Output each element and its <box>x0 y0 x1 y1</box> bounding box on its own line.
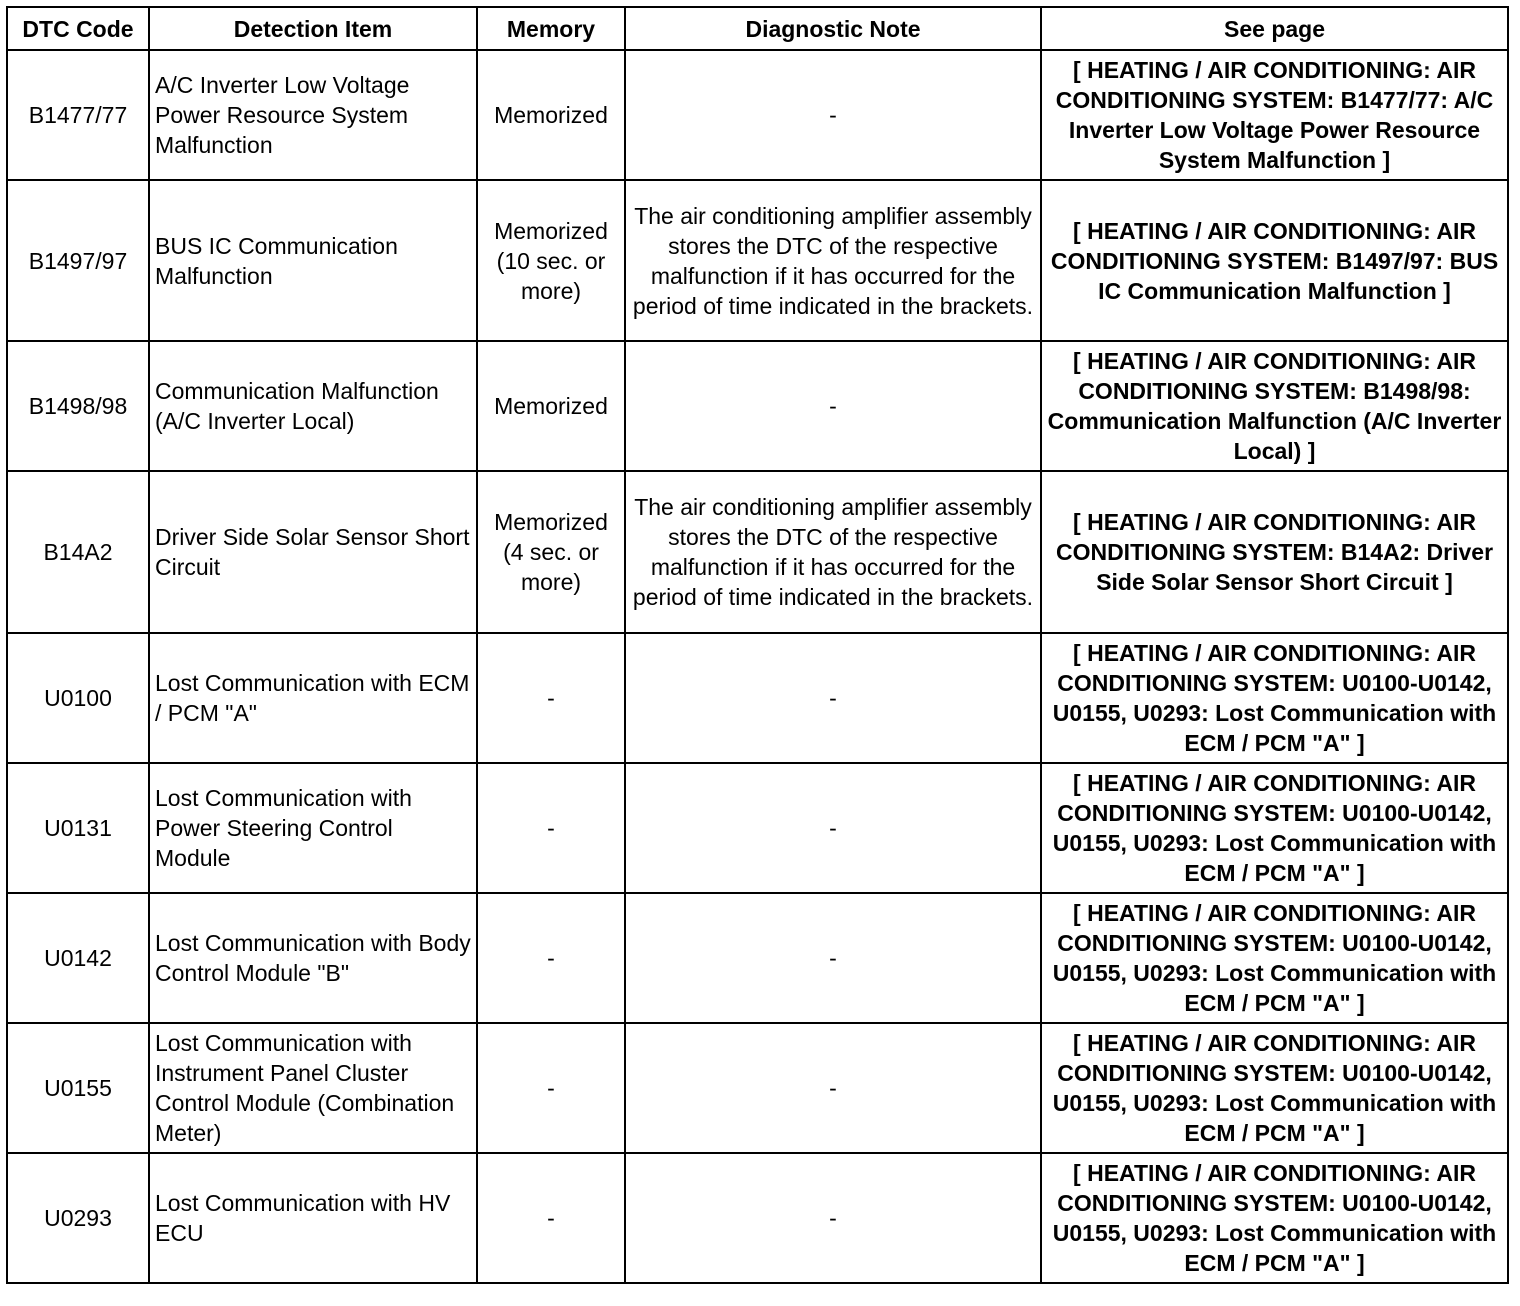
table-row <box>7 633 1508 763</box>
detection-item-cell: BUS IC Communication Malfunction <box>149 180 477 341</box>
table-row <box>7 1023 1508 1153</box>
memory-cell: - <box>477 893 625 1023</box>
diagnostic-note-cell: - <box>625 763 1041 893</box>
table-row <box>7 763 1508 893</box>
see-page-link[interactable]: [ HEATING / AIR CONDITIONING: AIR CONDITIONING SYSTEM: U0100-U0142, U0155, U0293: Lost Communication with ECM / PCM "A" ] <box>1041 633 1508 763</box>
header-see-page: See page <box>1041 7 1508 50</box>
detection-item-cell: Lost Communication with Instrument Panel Cluster Control Module (Combination Meter) <box>149 1023 477 1153</box>
dtc-code-cell: B14A2 <box>7 471 149 633</box>
header-row <box>7 7 1508 50</box>
header-memory: Memory <box>477 7 625 50</box>
memory-cell: Memorized <box>477 341 625 471</box>
memory-cell: Memorized (10 sec. or more) <box>477 180 625 341</box>
dtc-code-cell: B1477/77 <box>7 50 149 180</box>
detection-item-cell: Driver Side Solar Sensor Short Circuit <box>149 471 477 633</box>
memory-cell: - <box>477 1023 625 1153</box>
see-page-link[interactable]: [ HEATING / AIR CONDITIONING: AIR CONDITIONING SYSTEM: B1498/98: Communication Malfunction (A/C Inverter Local) ] <box>1041 341 1508 471</box>
table-row <box>7 1153 1508 1283</box>
dtc-code-cell: U0142 <box>7 893 149 1023</box>
see-page-link[interactable]: [ HEATING / AIR CONDITIONING: AIR CONDITIONING SYSTEM: U0100-U0142, U0155, U0293: Lost Communication with ECM / PCM "A" ] <box>1041 1153 1508 1283</box>
see-page-link[interactable]: [ HEATING / AIR CONDITIONING: AIR CONDITIONING SYSTEM: U0100-U0142, U0155, U0293: Lost Communication with ECM / PCM "A" ] <box>1041 763 1508 893</box>
dtc-code-cell: U0155 <box>7 1023 149 1153</box>
diagnostic-note-cell: - <box>625 893 1041 1023</box>
detection-item-cell: A/C Inverter Low Voltage Power Resource System Malfunction <box>149 50 477 180</box>
table-row <box>7 50 1508 180</box>
table-row <box>7 341 1508 471</box>
detection-item-cell: Lost Communication with ECM / PCM "A" <box>149 633 477 763</box>
dtc-code-cell: B1498/98 <box>7 341 149 471</box>
header-diagnostic-note: Diagnostic Note <box>625 7 1041 50</box>
dtc-code-cell: U0100 <box>7 633 149 763</box>
diagnostic-note-cell: - <box>625 1153 1041 1283</box>
table-row <box>7 471 1508 633</box>
dtc-code-cell: B1497/97 <box>7 180 149 341</box>
detection-item-cell: Communication Malfunction (A/C Inverter Local) <box>149 341 477 471</box>
diagnostic-note-cell: The air conditioning amplifier assembly stores the DTC of the respective malfunction if it has occurred for the period of time indicated in the brackets. <box>625 471 1041 633</box>
memory-cell: - <box>477 763 625 893</box>
diagnostic-note-cell: - <box>625 341 1041 471</box>
header-detection-item: Detection Item <box>149 7 477 50</box>
memory-cell: Memorized (4 sec. or more) <box>477 471 625 633</box>
diagnostic-note-cell: The air conditioning amplifier assembly stores the DTC of the respective malfunction if it has occurred for the period of time indicated in the brackets. <box>625 180 1041 341</box>
diagnostic-note-cell: - <box>625 1023 1041 1153</box>
table-row <box>7 180 1508 341</box>
memory-cell: - <box>477 633 625 763</box>
detection-item-cell: Lost Communication with Power Steering Control Module <box>149 763 477 893</box>
table-row <box>7 893 1508 1023</box>
memory-cell: - <box>477 1153 625 1283</box>
see-page-link[interactable]: [ HEATING / AIR CONDITIONING: AIR CONDITIONING SYSTEM: B1477/77: A/C Inverter Low Voltage Power Resource System Malfunction ] <box>1041 50 1508 180</box>
detection-item-cell: Lost Communication with HV ECU <box>149 1153 477 1283</box>
see-page-link[interactable]: [ HEATING / AIR CONDITIONING: AIR CONDITIONING SYSTEM: B14A2: Driver Side Solar Sensor Short Circuit ] <box>1041 471 1508 633</box>
dtc-code-cell: U0293 <box>7 1153 149 1283</box>
see-page-link[interactable]: [ HEATING / AIR CONDITIONING: AIR CONDITIONING SYSTEM: U0100-U0142, U0155, U0293: Lost Communication with ECM / PCM "A" ] <box>1041 1023 1508 1153</box>
diagnostic-note-cell: - <box>625 50 1041 180</box>
diagnostic-note-cell: - <box>625 633 1041 763</box>
dtc-table <box>6 6 1509 1284</box>
memory-cell: Memorized <box>477 50 625 180</box>
see-page-link[interactable]: [ HEATING / AIR CONDITIONING: AIR CONDITIONING SYSTEM: B1497/97: BUS IC Communication Malfunction ] <box>1041 180 1508 341</box>
detection-item-cell: Lost Communication with Body Control Module "B" <box>149 893 477 1023</box>
see-page-link[interactable]: [ HEATING / AIR CONDITIONING: AIR CONDITIONING SYSTEM: U0100-U0142, U0155, U0293: Lost Communication with ECM / PCM "A" ] <box>1041 893 1508 1023</box>
header-dtc-code: DTC Code <box>7 7 149 50</box>
dtc-code-cell: U0131 <box>7 763 149 893</box>
